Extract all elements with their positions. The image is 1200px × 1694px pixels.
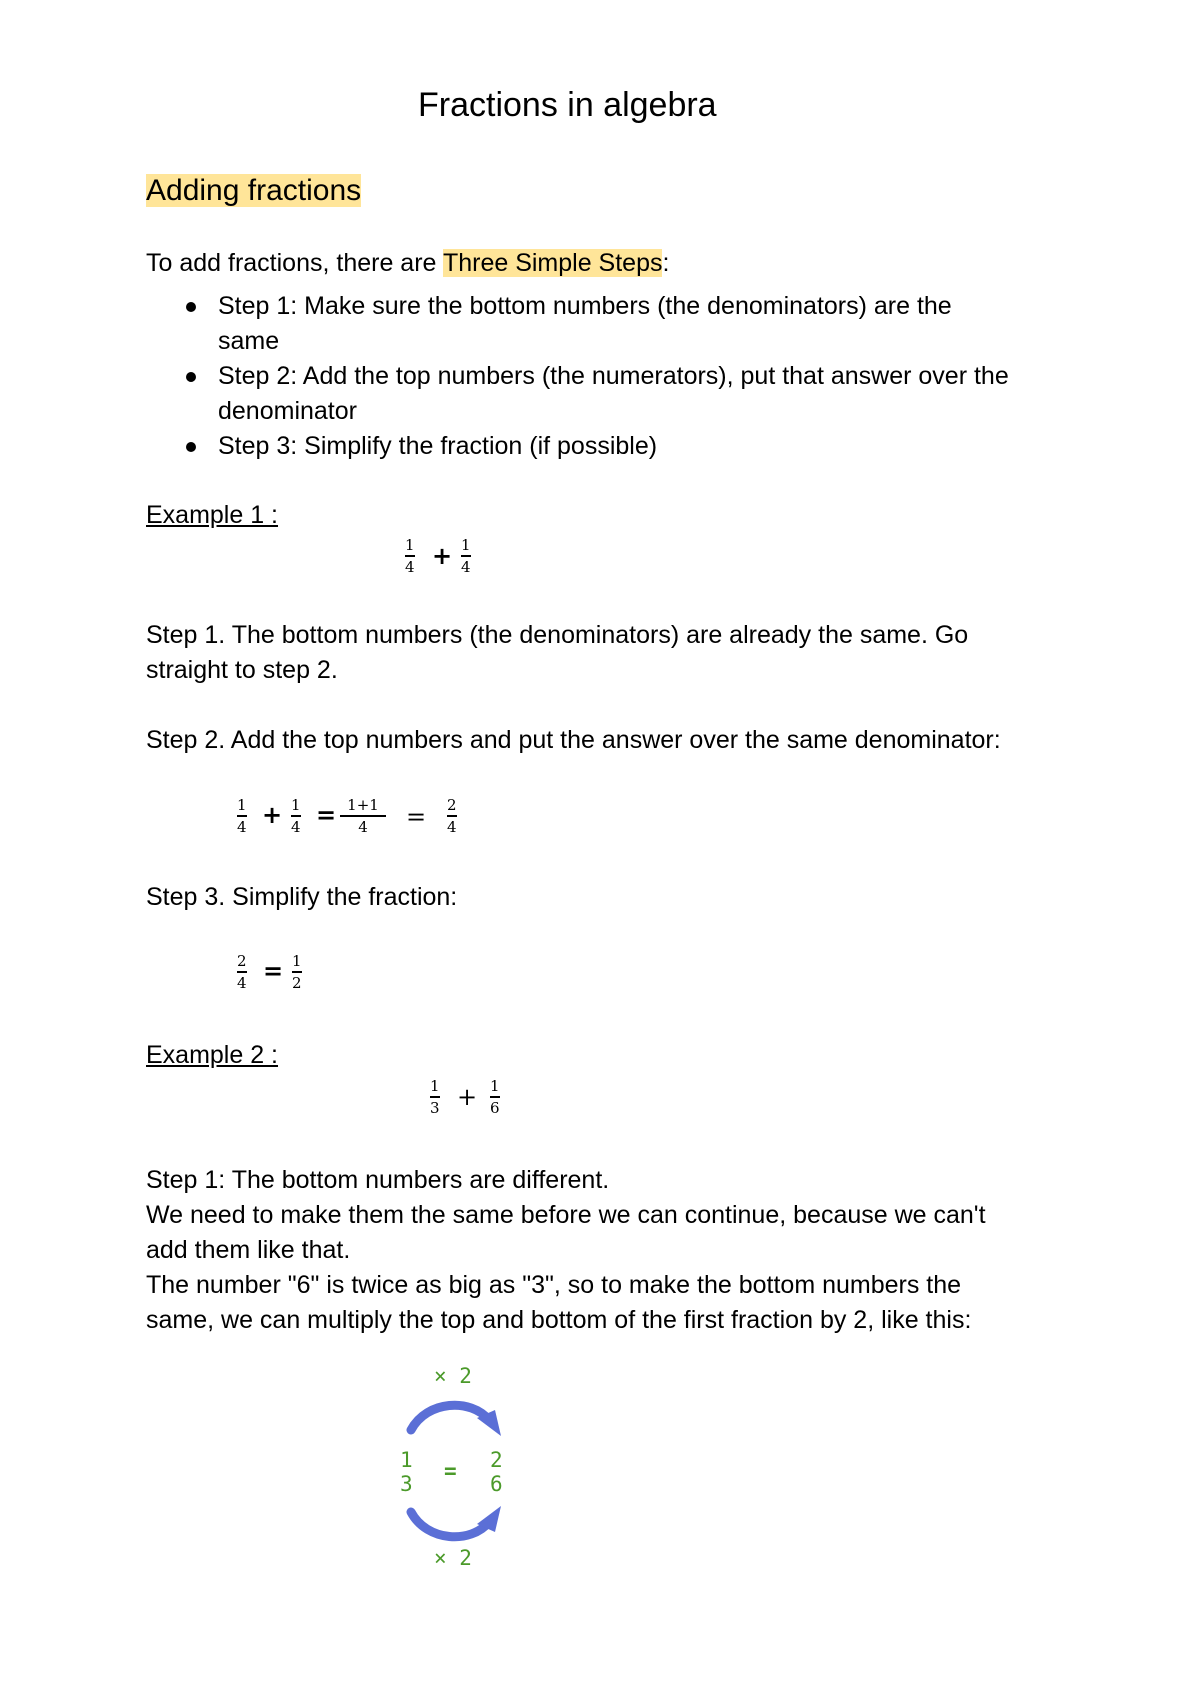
bullet-icon bbox=[186, 372, 196, 382]
list-item: Step 3: Simplify the fraction (if possible) bbox=[218, 432, 658, 460]
section-heading: Adding fractions bbox=[146, 174, 362, 207]
curved-arrow-top-icon bbox=[405, 1392, 505, 1442]
example1-step3: Step 3. Simplify the fraction: bbox=[146, 883, 458, 911]
example2-label: Example 2 : bbox=[146, 1041, 279, 1069]
plus-sign: + bbox=[432, 542, 453, 570]
list-item: Step 2: Add the top numbers (the numerators), put that answer over the denominator bbox=[218, 362, 1009, 425]
right-fraction: 2 6 bbox=[490, 1448, 503, 1496]
plus-sign: + bbox=[457, 1083, 478, 1111]
equals-sign: = bbox=[406, 803, 427, 831]
bullet-icon bbox=[186, 302, 196, 312]
fraction: 1+1 4 bbox=[340, 797, 386, 835]
page-title: Fractions in algebra bbox=[418, 86, 717, 124]
example2-text: Step 1: The bottom numbers are different. We need to make them the same before we can continue, because we can't add them like that. The number "6" is twice as big as "3", so to make the bottom numbers the same, we can multiply the top and bottom of the first fraction by 2, like this: bbox=[146, 1166, 986, 1334]
fraction: 1 6 bbox=[490, 1077, 500, 1117]
fraction: 1 3 bbox=[430, 1077, 440, 1117]
multiply-label-top: × 2 bbox=[434, 1364, 472, 1388]
intro-text: To add fractions, there are Three Simple Steps: bbox=[146, 249, 670, 277]
example1-label: Example 1 : bbox=[146, 501, 279, 529]
equals-sign: = bbox=[444, 1459, 457, 1483]
bullet-icon bbox=[186, 442, 196, 452]
fraction: 1 4 bbox=[461, 536, 471, 576]
intro-highlight: Three Simple Steps bbox=[442, 249, 663, 277]
example1-step1: Step 1. The bottom numbers (the denominators) are already the same. Go straight to step 2. bbox=[146, 621, 969, 684]
fraction: 1 4 bbox=[405, 536, 415, 576]
equals-sign: = bbox=[316, 801, 337, 829]
left-fraction: 1 3 bbox=[400, 1448, 413, 1496]
list-item: Step 1: Make sure the bottom numbers (the denominators) are the same bbox=[218, 292, 952, 355]
example1-step2: Step 2. Add the top numbers and put the answer over the same denominator: bbox=[146, 726, 1001, 754]
fraction: 1 4 bbox=[237, 796, 247, 836]
multiply-label-bottom: × 2 bbox=[434, 1546, 472, 1570]
fraction: 2 4 bbox=[447, 796, 457, 836]
equals-sign: = bbox=[263, 957, 284, 985]
fraction: 1 2 bbox=[292, 952, 302, 992]
fraction: 1 4 bbox=[291, 796, 301, 836]
plus-sign: + bbox=[262, 801, 283, 829]
curved-arrow-bottom-icon bbox=[405, 1500, 505, 1550]
fraction: 2 4 bbox=[237, 952, 247, 992]
